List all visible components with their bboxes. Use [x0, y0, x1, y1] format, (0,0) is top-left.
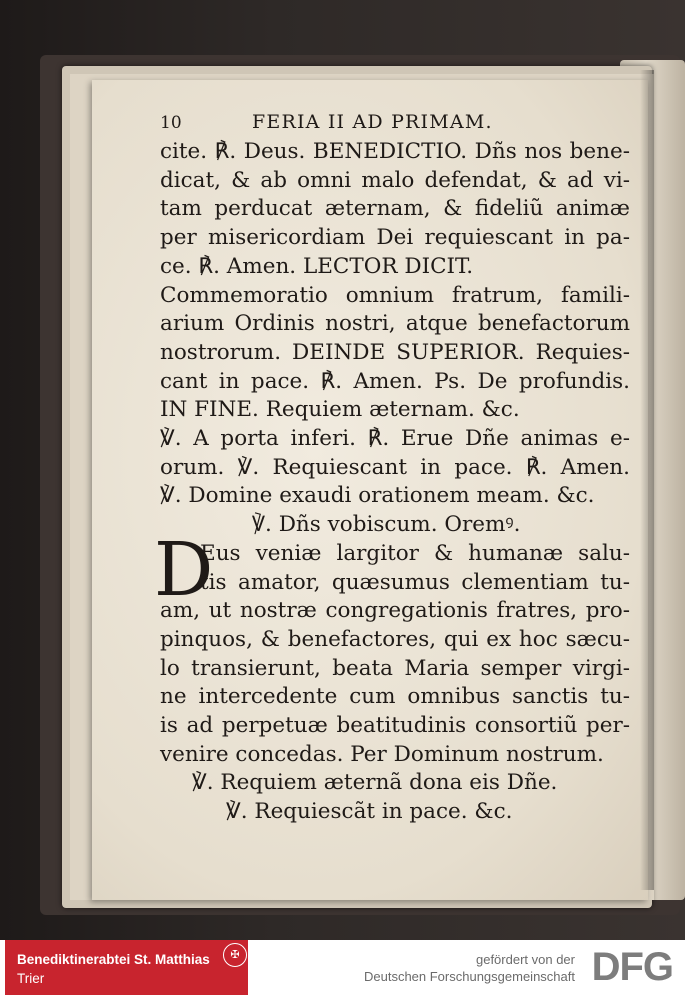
closing-line: ℣. Requiescãt in pace. &c.	[226, 799, 513, 825]
text-line: ce. ℟. Amen. LECTOR DICIT.	[160, 253, 474, 279]
funding-line: gefördert von der	[475, 952, 575, 967]
funding-line: Deutschen Forschungsgemeinschaft	[363, 969, 575, 984]
prayer-line: Eus veniæ largitor & humanæ salu-	[200, 540, 630, 566]
institution-badge[interactable]	[5, 940, 248, 995]
text-line: per misericordiam Dei requiescant in pa-	[160, 225, 630, 251]
text-line: IN FINE. Requiem æternam. &c.	[160, 397, 520, 423]
prayer-line: venire concedas. Per Dominum nostrum.	[160, 741, 604, 767]
spine-shadow	[640, 70, 654, 890]
prayer-line: lo transierunt, beata Maria semper virgi-	[160, 655, 630, 681]
page-text	[154, 108, 630, 827]
institution-city: Trier	[17, 971, 45, 986]
prayer-line: am, ut nostræ congregationis fratres, pro-	[160, 598, 630, 624]
dfg-logo[interactable]: DFG	[591, 945, 673, 989]
text-line: orum. ℣. Requiescant in pace. ℟. Amen.	[160, 454, 630, 480]
running-head: FERIA II AD PRIMAM.	[252, 111, 493, 133]
text-line: cant in pace. ℟. Amen. Ps. De profundis.	[160, 368, 630, 394]
text-line: tam perducat æternam, & fideliũ animæ	[160, 196, 630, 222]
abbey-logo-icon: ✠	[223, 943, 247, 967]
text-line: arium Ordinis nostri, atque benefactorum	[160, 311, 630, 337]
closing-line: ℣. Requiem æternã dona eis Dñe.	[192, 770, 558, 796]
text-line: ℣. Dñs vobiscum. Oremꝰ.	[252, 512, 521, 538]
prayer-line: pinquos, & benefactores, qui ex hoc sæcu-	[160, 626, 630, 652]
text-line: Commemoratio omnium fratrum, famili-	[160, 282, 630, 308]
prayer-line: ne intercedente cum omnibus sanctis tu-	[160, 684, 630, 710]
page-header	[160, 108, 630, 138]
text-line: nostrorum. DEINDE SUPERIOR. Requies-	[160, 339, 630, 365]
prayer-line: tis amator, quæsumus clementiam tu-	[200, 569, 630, 595]
funding-note	[364, 951, 575, 985]
text-line: ℣. A porta inferi. ℟. Erue Dñe animas e-	[160, 426, 630, 452]
prayer-line: is ad perpetuæ beatitudinis consortiũ per-	[160, 713, 630, 739]
drop-cap: D	[154, 526, 214, 613]
text-line: ℣. Domine exaudi orationem meam. &c.	[160, 483, 595, 509]
footer-banner	[0, 940, 685, 1000]
text-line: dicat, & ab omni malo defendat, & ad vi-	[160, 167, 630, 193]
text-line: cite. ℟. Deus. BENEDICTIO. Dñs nos bene-	[160, 139, 630, 164]
institution-name: Benediktinerabtei St. Matthias	[17, 952, 210, 967]
page-number: 10	[160, 113, 182, 133]
